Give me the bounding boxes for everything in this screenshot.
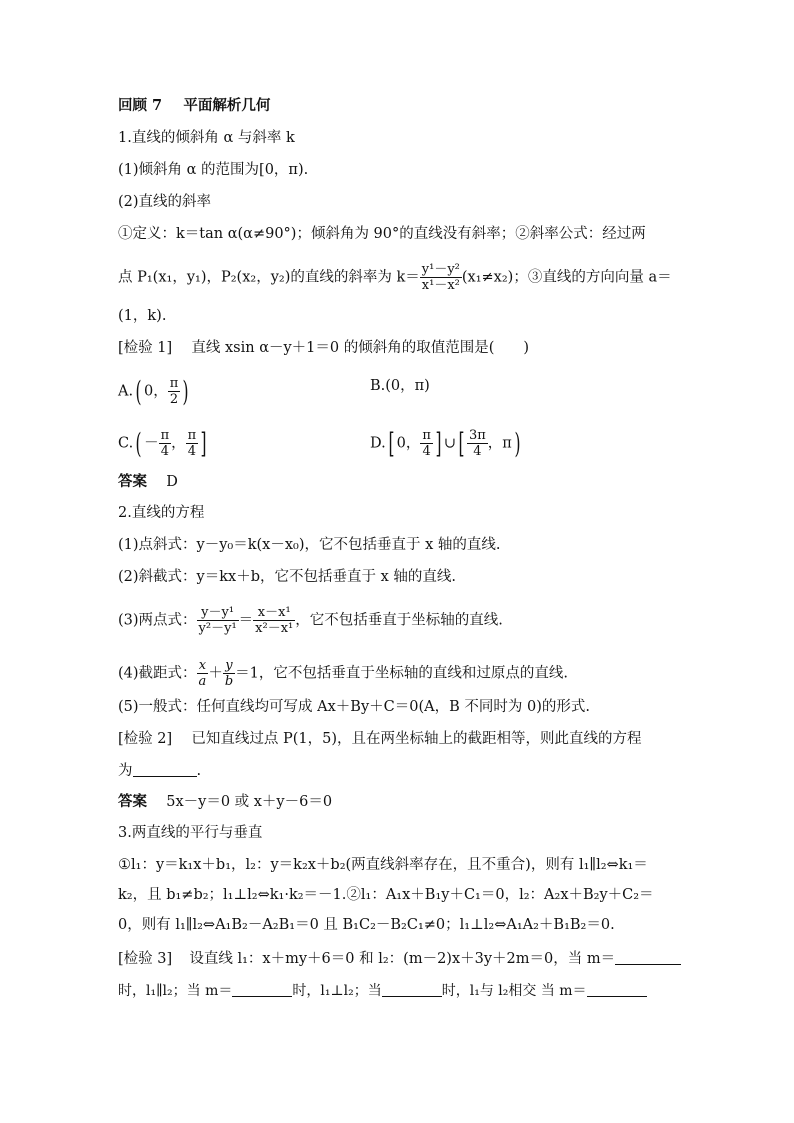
s2-p4-prefix: (4)截距式：: [118, 665, 197, 682]
s2-p3-suffix: ，它不包括垂直于坐标轴的直线.: [295, 612, 503, 629]
frac-x-num: x－x¹: [253, 605, 295, 621]
s2-p4: (4)截距式： $\frac{x}{a}$ ＋ $\frac{y}{b}$ ＝1，它不包括垂直于坐标轴的直线和过原点的直线.: [118, 658, 568, 689]
section-header: [118, 96, 678, 116]
q3-blank-1: [615, 950, 681, 965]
q2-blank: [133, 762, 197, 777]
two-point-frac-y: [197, 605, 239, 636]
s2-title: 2.直线的方程: [118, 505, 205, 521]
slope-den: x¹－x²: [421, 278, 460, 293]
q1-option-d: D.[ 0， $\frac{\pi}{4}$ ] ∪[ $\frac{3\pi}{4}$ ，π): [370, 426, 521, 460]
s2-p4-suffix: ＝1，它不包括垂直于坐标轴的直线和过原点的直线.: [235, 665, 568, 682]
q1-stem: [118, 338, 678, 358]
header-title: 平面解析几何: [183, 97, 271, 114]
q3-blank-4: [587, 982, 647, 997]
q3-t3: 时，l₁与 l₂相交 当 m＝: [441, 983, 587, 999]
s2-p5: (5)一般式：任何直线均可写成 Ax＋By＋C＝0(A，B 不同时为 0)的形式.: [118, 699, 590, 715]
q1-option-c: C.( － $\frac{\pi}{4}$ ， $\frac{\pi}{4}$ ]: [118, 426, 207, 460]
slope-fraction: [420, 262, 462, 293]
s1-p3b-prefix: 点 P₁(x₁，y₁)，P₂(x₂，y₂)的直线的斜率为 k＝: [118, 269, 420, 286]
q1-text: 直线 xsin α－y＋1＝0 的倾斜角的取值范围是( ): [191, 340, 530, 356]
two-point-frac-x: [253, 605, 295, 636]
q2-answer: [118, 792, 678, 812]
q3-stem-2: [118, 981, 678, 1001]
s2-p3-prefix: (3)两点式：: [118, 612, 197, 629]
q2-text: 已知直线过点 P(1，5)，且在两坐标轴上的截距相等，则此直线的方程: [191, 731, 642, 747]
q3-t2: 时，l₁⊥l₂；当: [292, 983, 382, 999]
q3-label: [检验 3]: [118, 951, 173, 967]
q1-answer: [118, 472, 678, 492]
q3-text: 设直线 l₁：x＋my＋6＝0 和 l₂：(m－2)x＋3y＋2m＝0，当 m＝: [189, 951, 616, 967]
q2-stem: [118, 729, 678, 749]
q1-label: [检验 1]: [118, 340, 173, 356]
q2-answer-value: 5x－y＝0 或 x＋y－6＝0: [166, 794, 333, 810]
q3-stem: [118, 949, 678, 969]
s1-p3c: (1，k).: [118, 308, 167, 324]
frac-y-num: y－y¹: [197, 605, 239, 621]
s1-p3b-suffix: (x₁≠x₂)；③直线的方向向量 a＝: [461, 269, 672, 286]
s1-p2: (2)直线的斜率: [118, 194, 212, 210]
q2-stem-2: 为 .: [118, 763, 202, 779]
s2-p3: (3)两点式： $\frac{\text{y－y¹}}{\text{y²－y¹}}$ ＝ $\frac{\text{x－x¹}}{\text{x²－x¹}}$ ，它不包括垂直于坐标轴的直线.: [118, 605, 503, 636]
q1-answer-label: 答案: [118, 473, 147, 490]
slope-num: y¹－y²: [421, 262, 460, 277]
frac-x-den: x²－x¹: [255, 621, 294, 636]
s1-p3b: [118, 262, 678, 293]
s1-p1: (1)倾斜角 α 的范围为[0，π).: [118, 162, 309, 178]
s2-p1: (1)点斜式：y－y₀＝k(x－x₀)，它不包括垂直于 x 轴的直线.: [118, 537, 501, 553]
s1-p3a: ①定义：k＝tan α(α≠90°)；倾斜角为 90°的直线没有斜率；②斜率公式：经过两: [118, 226, 646, 242]
s3-p1a: ①l₁：y＝k₁x＋b₁，l₂：y＝k₂x＋b₂(两直线斜率存在，且不重合)，则有 l₁∥l₂⇔k₁＝: [118, 857, 648, 873]
s2-p2: (2)斜截式：y＝kx＋b，它不包括垂直于 x 轴的直线.: [118, 569, 456, 585]
q1-answer-value: D: [166, 474, 178, 490]
q1-option-b: B.(0，π): [370, 378, 430, 394]
q2-label: [检验 2]: [118, 731, 173, 747]
s3-p1c: 0，则有 l₁∥l₂⇔A₁B₂－A₂B₁＝0 且 B₁C₂－B₂C₁≠0；l₁⊥l₂⇔A₁A₂＋B₁B₂＝0.: [118, 917, 615, 933]
s1-title: 1.直线的倾斜角 α 与斜率 k: [118, 130, 295, 146]
s3-title: 3.两直线的平行与垂直: [118, 825, 263, 841]
q3-blank-2: [232, 982, 292, 997]
frac-y-den: y²－y¹: [198, 621, 237, 636]
header-tag: 回顾 7: [118, 97, 163, 114]
q3-t1: 时，l₁∥l₂；当 m＝: [118, 983, 233, 999]
q3-blank-3: [382, 982, 442, 997]
q2-answer-label: 答案: [118, 793, 147, 810]
s3-p1b: k₂，且 b₁≠b₂；l₁⊥l₂⇔k₁·k₂＝－1.②l₁：A₁x＋B₁y＋C₁＝0，l₂：A₂x＋B₂y＋C₂＝: [118, 887, 654, 903]
q2-text2: 为: [118, 763, 133, 779]
q1-option-a: A.( 0， $\frac{\pi}{2}$ ): [118, 374, 189, 408]
